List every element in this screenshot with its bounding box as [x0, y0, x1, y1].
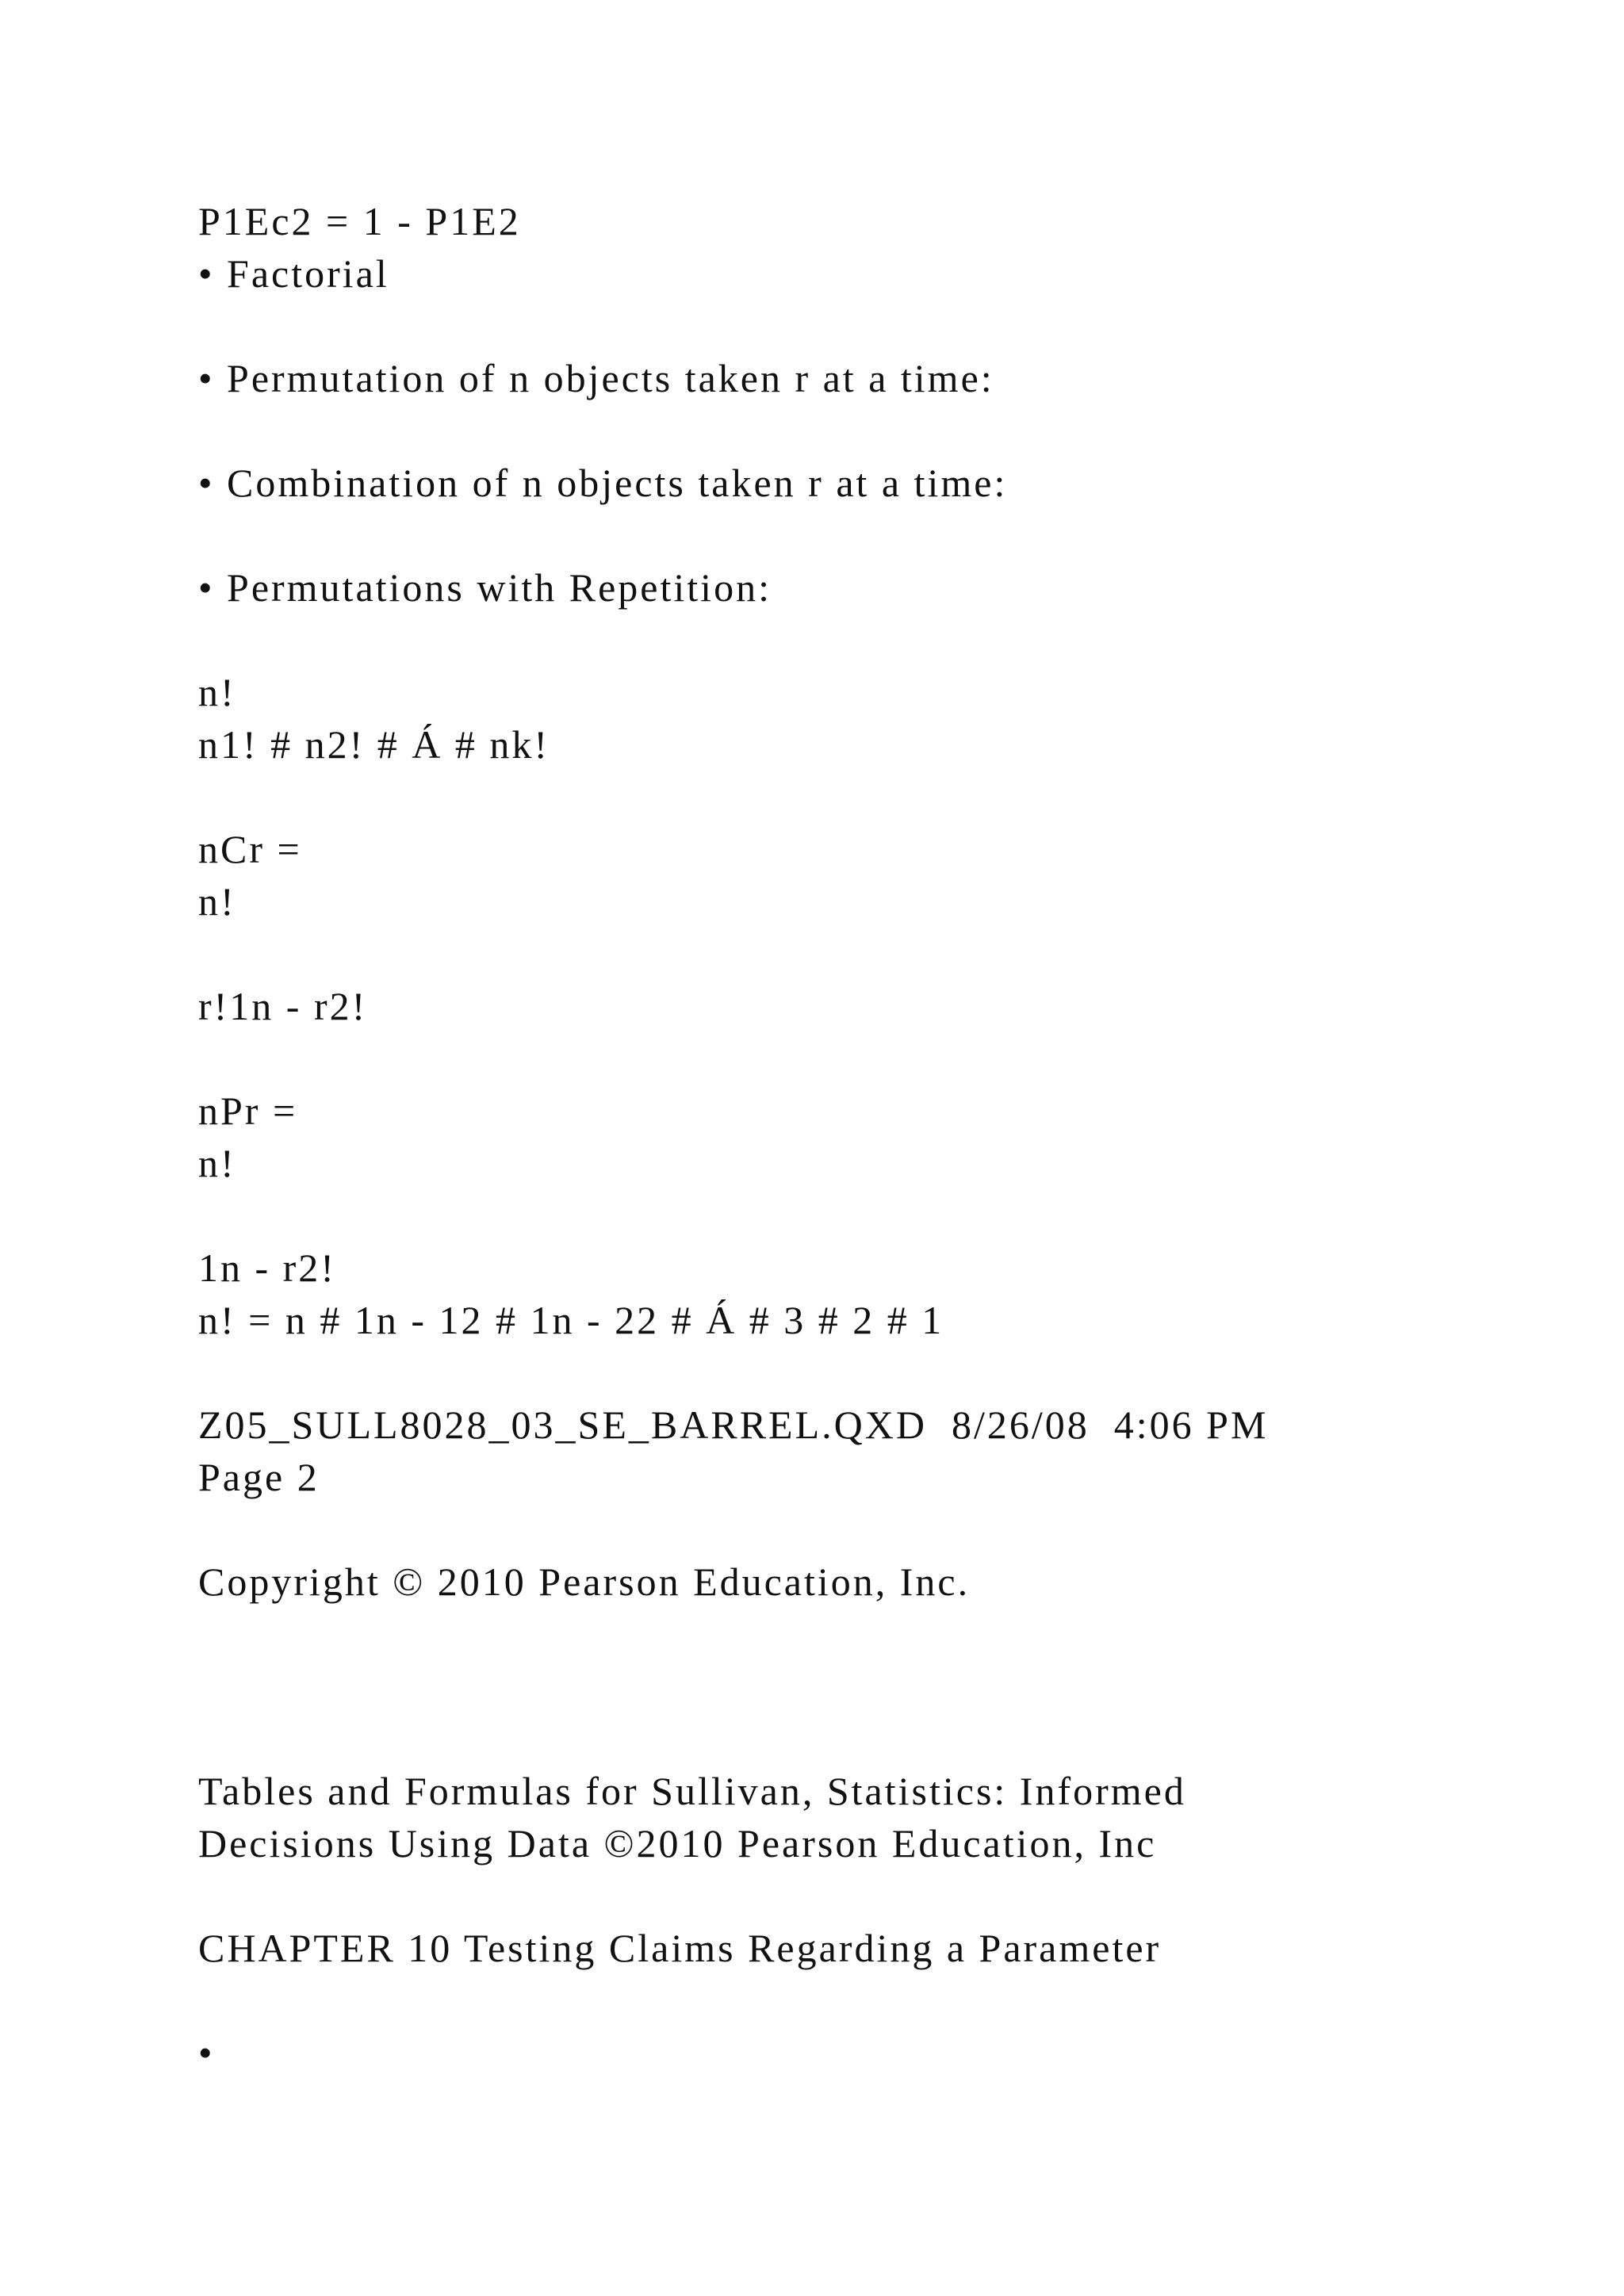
text-line: n!: [198, 1141, 236, 1185]
text-line: Decisions Using Data ©2010 Pearson Education, Inc: [198, 1821, 1157, 1866]
text-line: [198, 1503, 1594, 1556]
text-line: r!1n - r2!: [198, 984, 368, 1028]
text-line: nPr =: [198, 1089, 298, 1133]
text-line: • Combination of n objects taken r at a time:: [198, 461, 1008, 505]
text-line: [198, 614, 1594, 666]
text-line: nCr =: [198, 827, 302, 871]
text-line: • Permutations with Repetition:: [198, 565, 772, 610]
text-line: Page 2: [198, 1455, 320, 1499]
text-line: [198, 1189, 1594, 1242]
text-line: Tables and Formulas for Sullivan, Statistics: Informed: [198, 1769, 1186, 1813]
text-line: [198, 1869, 1594, 1922]
text-line: [198, 1974, 1594, 2026]
text-line: CHAPTER 10 Testing Claims Regarding a Parameter: [198, 1926, 1162, 1970]
text-line: 1n - r2!: [198, 1246, 336, 1290]
text-line: [198, 1660, 1594, 1712]
text-line: Z05_SULL8028_03_SE_BARREL.QXD 8/26/08 4:06 PM: [198, 1402, 1269, 1447]
text-line: [198, 771, 1594, 823]
text-line: [198, 928, 1594, 980]
text-line: [198, 1032, 1594, 1085]
document-text: [198, 195, 1594, 2079]
text-line: n! = n # 1n - 12 # 1n - 22 # Á # 3 # 2 # 1: [198, 1298, 944, 1342]
text-line: [198, 1712, 1594, 1765]
text-line: n!: [198, 670, 236, 714]
text-line: n!: [198, 879, 236, 924]
text-line: • Factorial: [198, 251, 389, 296]
text-line: n1! # n2! # Á # nk!: [198, 722, 550, 767]
text-line: P1Ec2 = 1 - P1E2: [198, 199, 521, 243]
text-line: [198, 300, 1594, 352]
text-line: [198, 1608, 1594, 1660]
text-line: •: [198, 2030, 215, 2075]
text-line: • Permutation of n objects taken r at a time:: [198, 356, 994, 400]
text-line: [198, 404, 1594, 457]
text-line: [198, 1346, 1594, 1399]
text-line: [198, 509, 1594, 561]
text-line: Copyright © 2010 Pearson Education, Inc.: [198, 1559, 971, 1604]
